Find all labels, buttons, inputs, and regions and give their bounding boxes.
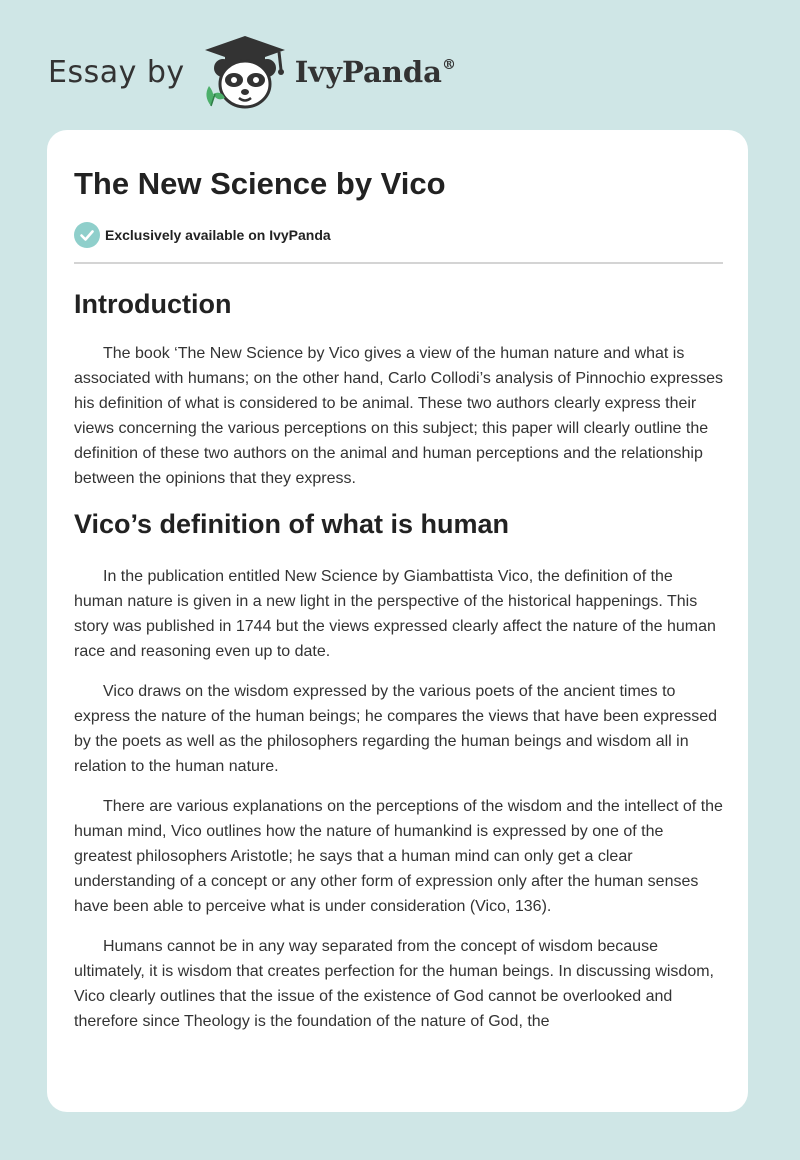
essay-by-label: Essay by xyxy=(48,54,185,90)
paragraph: There are various explanations on the perceptions of the wisdom and the intellect of the human mind, Vico outlines how the nature of humankind is expressed by one of the greatest philosophers Aristotle; he says that a human mind can only get a clear understanding of a concept or any other form of expression only after the human senses have been able to perceive what is under consideration (Vico, 136). xyxy=(74,798,723,915)
divider xyxy=(74,262,723,264)
brand-label: IvyPanda xyxy=(294,55,442,89)
registered-mark: ® xyxy=(441,57,456,73)
section-heading-introduction: Introduction xyxy=(74,289,232,319)
panda-logo-icon[interactable] xyxy=(201,34,289,110)
badge-label: Exclusively available on IvyPanda xyxy=(105,227,331,243)
page-title: The New Science by Vico xyxy=(74,166,446,201)
paragraph: In the publication entitled New Science by Giambattista Vico, the definition of the human nature is given in a new light in the perspective of the historical happenings. This story was published in 1744 but the views expressed clearly affect the nature of the human race and reasoning even up to date. xyxy=(74,568,716,660)
article-card xyxy=(47,130,748,1112)
paragraph: Humans cannot be in any way separated from the concept of wisdom because ultimately, it is wisdom that creates perfection for the human beings. In discussing wisdom, Vico clearly outlines that the issue of the existence of God cannot be overlooked and therefore since Theology is the foundation of the nature of God, the xyxy=(74,938,714,1030)
site-header xyxy=(48,34,456,110)
section-heading-vico-definition: Vico’s definition of what is human xyxy=(74,509,510,539)
brand-name[interactable] xyxy=(295,55,456,89)
article-content xyxy=(74,164,723,1034)
exclusive-badge xyxy=(74,222,723,248)
check-circle-icon xyxy=(74,222,100,248)
paragraph: The book ‘The New Science by Vico gives a view of the human nature and what is associated with humans; on the other hand, Carlo Collodi’s analysis of Pinnochio expresses his definition of what is considered to be animal. These two authors clearly express their views concerning the various perceptions on this subject; this paper will clearly outline the definition of these two authors on the animal and human perceptions and the relationship between the opinions that they express. xyxy=(74,345,723,487)
paragraph: Vico draws on the wisdom expressed by the various poets of the ancient times to express the nature of the human beings; he compares the views that have been expressed by the poets as well as the philosophers regarding the human beings and wisdom all in relation to the human nature. xyxy=(74,683,718,775)
